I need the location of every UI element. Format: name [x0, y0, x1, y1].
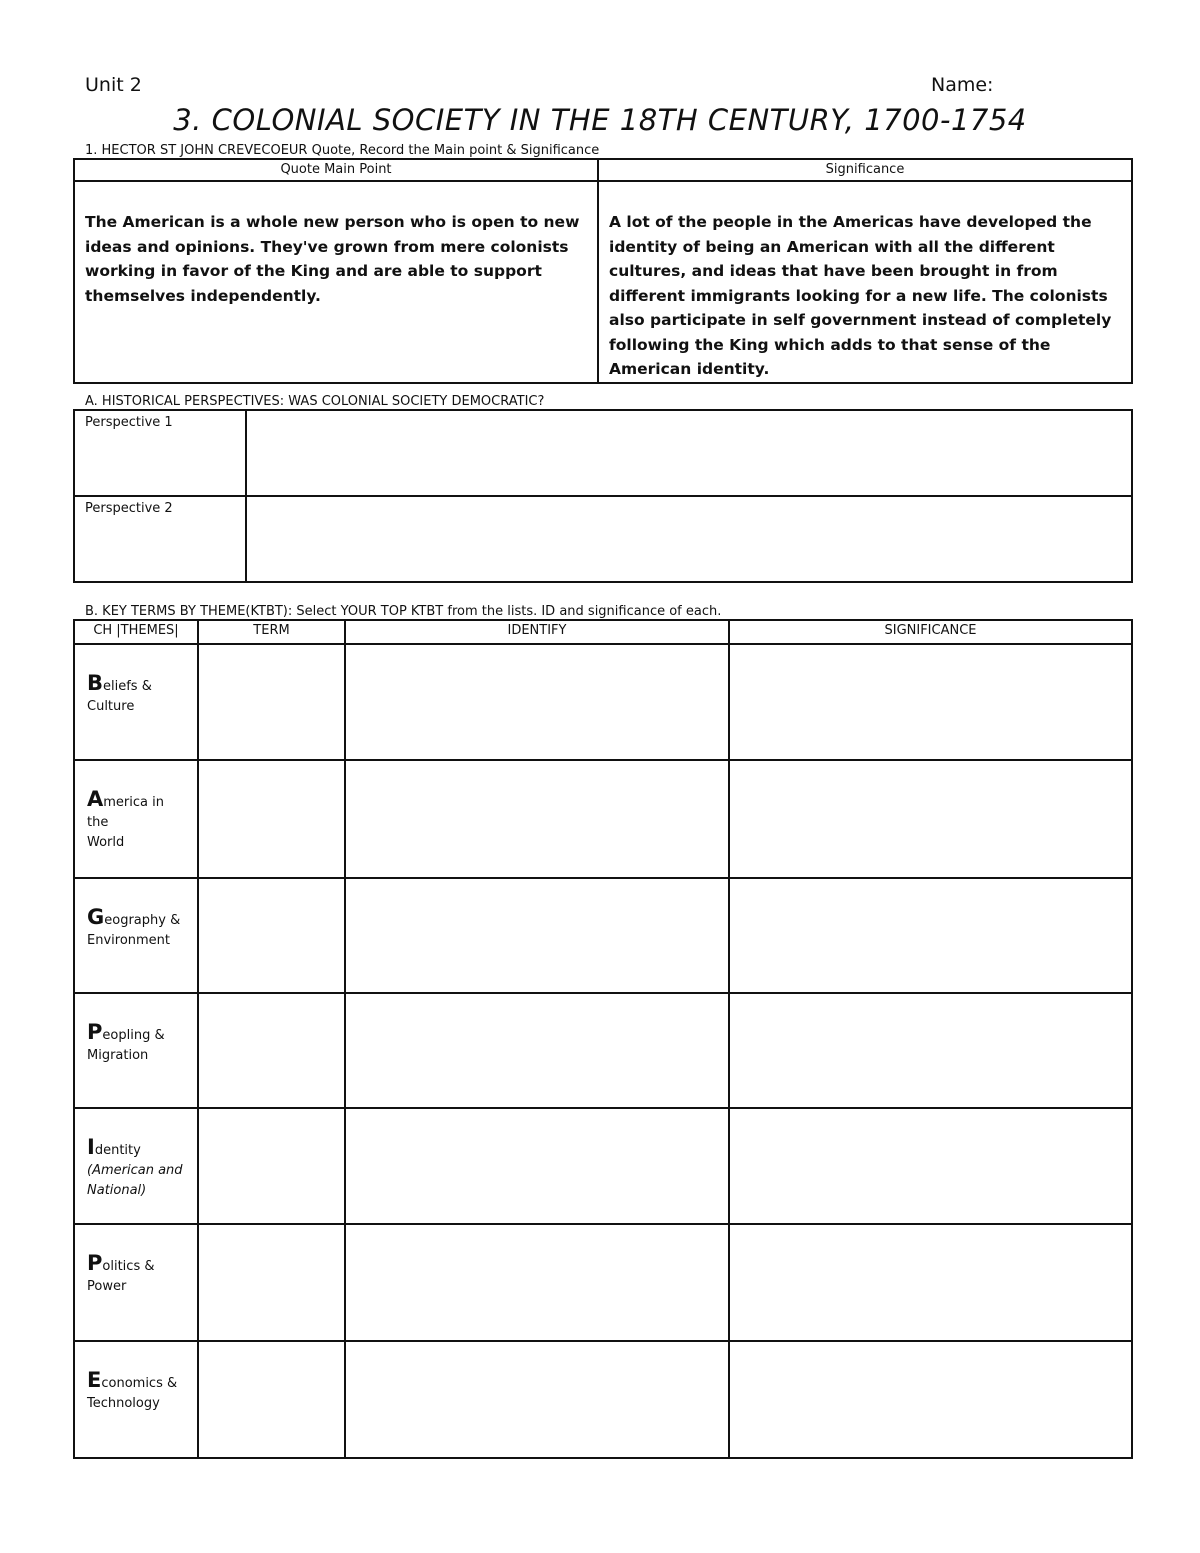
theme-label: eliefs & [103, 679, 152, 694]
col-significance: Significance [598, 159, 1132, 181]
identify-cell[interactable] [345, 1341, 729, 1458]
significance-cell[interactable] [729, 1341, 1132, 1458]
main-point-text[interactable]: The American is a whole new person who is open to new ideas and opinions. They've grown from mere colonists working in favor of the King and are able to support themselves independently. [74, 181, 598, 383]
significance-cell[interactable] [729, 1108, 1132, 1224]
quote-table [73, 158, 1133, 384]
perspective-2-field[interactable] [246, 496, 1132, 582]
theme-initial: A [87, 787, 104, 811]
name-label: Name: [931, 74, 994, 96]
theme-label-line2: Environment [87, 933, 171, 948]
col-term: TERM [198, 620, 345, 644]
term-cell[interactable] [198, 644, 345, 760]
theme-beliefs-culture [74, 644, 198, 760]
theme-initial: P [87, 1251, 103, 1275]
theme-label: dentity [94, 1143, 141, 1158]
sectionA-heading: A. HISTORICAL PERSPECTIVES: WAS COLONIAL SOCIETY DEMOCRATIC? [85, 394, 545, 409]
identify-cell[interactable] [345, 1224, 729, 1341]
theme-initial: E [87, 1368, 102, 1392]
theme-initial: P [87, 1020, 103, 1044]
theme-economics-technology [74, 1341, 198, 1458]
theme-label: olitics & [102, 1259, 155, 1274]
perspective-1-label: Perspective 1 [74, 410, 246, 496]
significance-cell[interactable] [729, 993, 1132, 1108]
unit-label: Unit 2 [85, 74, 142, 96]
perspective-1-field[interactable] [246, 410, 1132, 496]
term-cell[interactable] [198, 760, 345, 878]
identify-cell[interactable] [345, 878, 729, 993]
significance-cell[interactable] [729, 760, 1132, 878]
term-cell[interactable] [198, 1108, 345, 1224]
theme-politics-power [74, 1224, 198, 1341]
theme-initial: G [87, 905, 105, 929]
sectionB-heading: B. KEY TERMS BY THEME(KTBT): Select YOUR TOP KTBT from the lists. ID and significance of each. [85, 604, 722, 619]
theme-label-line2: Culture [87, 699, 135, 714]
theme-label: merica in the [87, 795, 164, 830]
col-significance-b: SIGNIFICANCE [729, 620, 1132, 644]
theme-label: conomics & [101, 1376, 178, 1391]
theme-geography-environment [74, 878, 198, 993]
identify-cell[interactable] [345, 1108, 729, 1224]
col-main-point: Quote Main Point [74, 159, 598, 181]
theme-label-line2: World [87, 835, 125, 850]
perspectives-table [73, 409, 1133, 583]
page-title: 3. COLONIAL SOCIETY IN THE 18TH CENTURY, 1700-1754 [173, 103, 1027, 137]
col-identify: IDENTIFY [345, 620, 729, 644]
identify-cell[interactable] [345, 760, 729, 878]
theme-label-line2: Migration [87, 1048, 149, 1063]
theme-label-line2: Power [87, 1279, 127, 1294]
identify-cell[interactable] [345, 993, 729, 1108]
significance-cell[interactable] [729, 878, 1132, 993]
term-cell[interactable] [198, 878, 345, 993]
identify-cell[interactable] [345, 644, 729, 760]
perspective-2-label: Perspective 2 [74, 496, 246, 582]
theme-label-line2: Technology [87, 1396, 160, 1411]
significance-cell[interactable] [729, 644, 1132, 760]
significance-cell[interactable] [729, 1224, 1132, 1341]
theme-initial: B [87, 671, 104, 695]
theme-note: (American and National) [87, 1163, 183, 1198]
theme-label: eography & [104, 913, 181, 928]
col-themes: CH |THEMES| [74, 620, 198, 644]
theme-initial: I [87, 1135, 95, 1159]
theme-label: eopling & [102, 1028, 165, 1043]
significance-text[interactable]: A lot of the people in the Americas have developed the identity of being an American with all the different cultures, and ideas that have been brought in from different immigrants looking for a new life. The colonists also participate in self government instead of completely following the King which adds to that sense of the American identity. [598, 181, 1132, 383]
term-cell[interactable] [198, 1341, 345, 1458]
term-cell[interactable] [198, 993, 345, 1108]
theme-identity [74, 1108, 198, 1224]
term-cell[interactable] [198, 1224, 345, 1341]
theme-peopling-migration [74, 993, 198, 1108]
key-terms-table [73, 619, 1133, 1459]
section1-heading: 1. HECTOR ST JOHN CREVECOEUR Quote, Record the Main point & Significance [85, 143, 600, 158]
theme-america-world [74, 760, 198, 878]
